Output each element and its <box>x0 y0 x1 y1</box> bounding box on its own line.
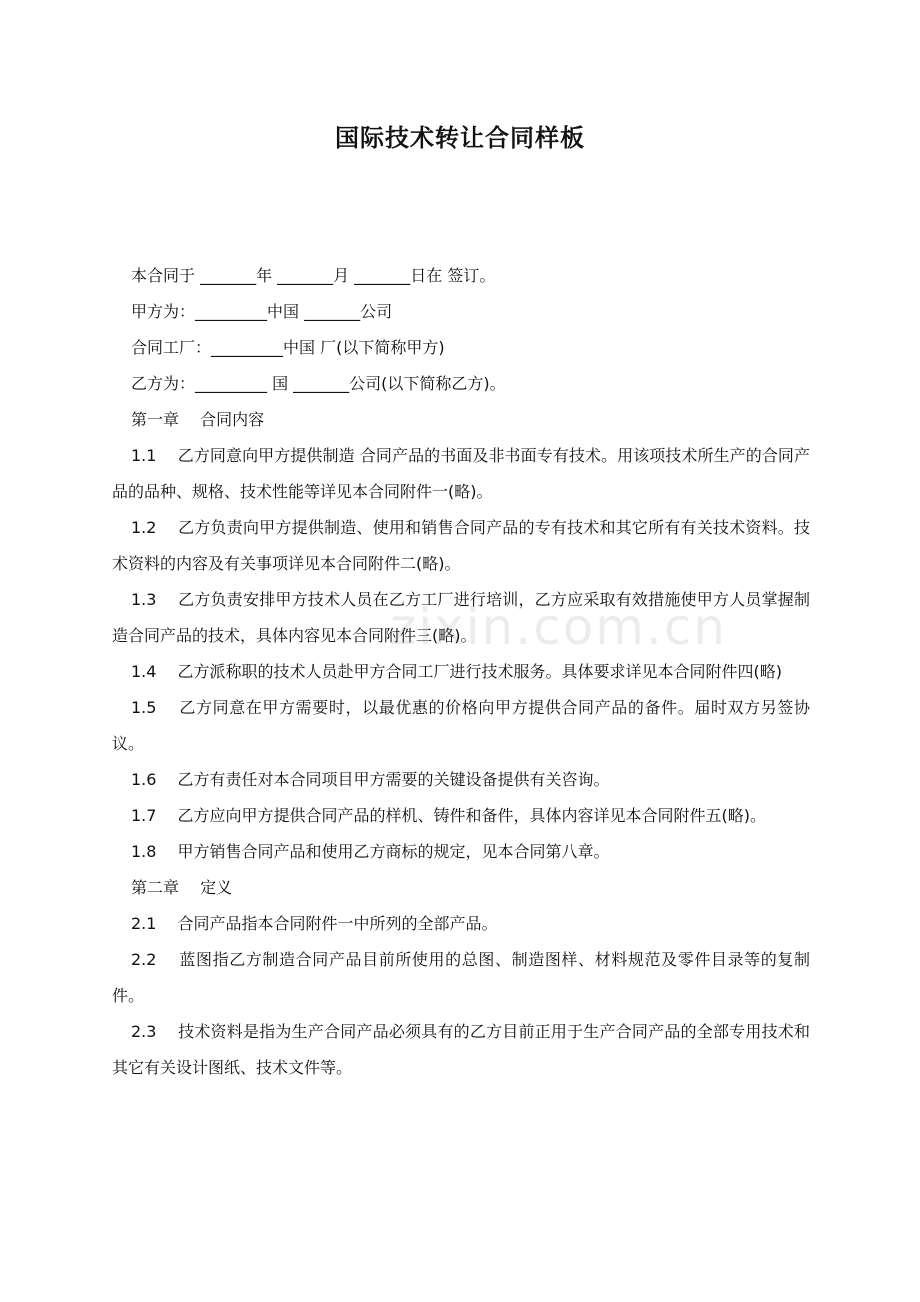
clause-2-3: 2.3 技术资料是指为生产合同产品必须具有的乙方目前正用于生产合同产品的全部专用技术和其它有关设计图纸、技术文件等。 <box>112 1022 810 1077</box>
clause-1-3: 1.3 乙方负责安排甲方技术人员在乙方工厂进行培训，乙方应采取有效措施使甲方人员掌握制造合同产品的技术，具体内容见本合同附件三(略)。 <box>112 590 810 645</box>
party-a-line: 甲方为：_________中国 _______公司 <box>131 302 393 321</box>
clause-1-1: 1.1 乙方同意向甲方提供制造 合同产品的书面及非书面专有技术。用该项技术所生产的合同产品的品种、规格、技术性能等详见本合同附件一(略)。 <box>112 446 810 501</box>
document-title: 国际技术转让合同样板 <box>335 124 585 152</box>
contract-body <box>112 258 810 1086</box>
watermark: zixin.com.cn <box>390 598 728 656</box>
clause-1-6: 1.6 乙方有责任对本合同项目甲方需要的关键设备提供有关咨询。 <box>131 770 610 789</box>
clause-1-5: 1.5 乙方同意在甲方需要时，以最优惠的价格向甲方提供合同产品的备件。届时双方另签协议。 <box>112 698 810 753</box>
clause-2-1: 2.1 合同产品指本合同附件一中所列的全部产品。 <box>131 914 498 933</box>
contract-factory-line: 合同工厂：_________中国 厂(以下简称甲方) <box>131 338 445 357</box>
signing-date-line: 本合同于 _______年 _______月 _______日在 签订。 <box>131 266 496 285</box>
clause-1-7: 1.7 乙方应向甲方提供合同产品的样机、铸件和备件，具体内容详见本合同附件五(略)。 <box>131 806 767 825</box>
clause-1-2: 1.2 乙方负责向甲方提供制造、使用和销售合同产品的专有技术和其它所有有关技术资料。技术资料的内容及有关事项详见本合同附件二(略)。 <box>112 518 810 573</box>
clause-1-8: 1.8 甲方销售合同产品和使用乙方商标的规定，见本合同第八章。 <box>131 842 610 861</box>
clause-2-2: 2.2 蓝图指乙方制造合同产品目前所使用的总图、制造图样、材料规范及零件目录等的复制件。 <box>112 950 810 1005</box>
chapter-2-heading: 第二章 定义 <box>131 878 233 897</box>
chapter-1-heading: 第一章 合同内容 <box>131 410 265 429</box>
party-b-line: 乙方为：_________ 国 _______公司(以下简称乙方)。 <box>131 374 506 393</box>
clause-1-4: 1.4 乙方派称职的技术人员赴甲方合同工厂进行技术服务。具体要求详见本合同附件四(略) <box>131 662 783 681</box>
